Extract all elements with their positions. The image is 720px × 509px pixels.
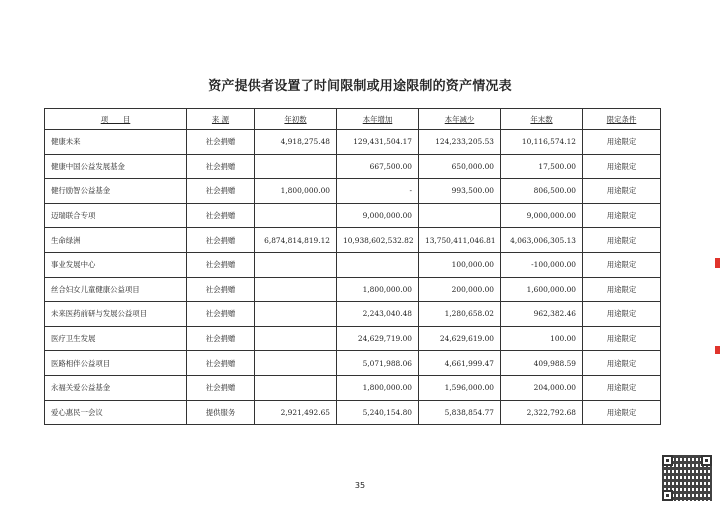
cell-increase: 1,800,000.00 bbox=[337, 375, 419, 400]
cell-decrease: 4,661,999.47 bbox=[419, 351, 501, 376]
cell-condition: 用途限定 bbox=[583, 179, 661, 204]
table-header-row bbox=[45, 109, 661, 130]
cell-condition: 用途限定 bbox=[583, 302, 661, 327]
cell-condition: 用途限定 bbox=[583, 203, 661, 228]
cell-source: 社会捐赠 bbox=[187, 326, 255, 351]
cell-end: -100,000.00 bbox=[501, 252, 583, 277]
header-item: 项 目 bbox=[45, 109, 187, 130]
cell-decrease: 124,233,205.53 bbox=[419, 130, 501, 155]
cell-source: 社会捐赠 bbox=[187, 375, 255, 400]
cell-name: 生命绿洲 bbox=[45, 228, 187, 253]
header-restriction: 限定条件 bbox=[583, 109, 661, 130]
cell-increase: 2,243,040.48 bbox=[337, 302, 419, 327]
cell-source: 社会捐赠 bbox=[187, 179, 255, 204]
cell-end: 17,500.00 bbox=[501, 154, 583, 179]
cell-start: 1,800,000.00 bbox=[255, 179, 337, 204]
cell-increase bbox=[337, 252, 419, 277]
cell-increase: 10,938,602,532.82 bbox=[337, 228, 419, 253]
cell-condition: 用途限定 bbox=[583, 326, 661, 351]
red-margin-mark bbox=[715, 258, 720, 268]
cell-decrease: 100,000.00 bbox=[419, 252, 501, 277]
cell-increase: 1,800,000.00 bbox=[337, 277, 419, 302]
header-end-balance: 年末数 bbox=[501, 109, 583, 130]
cell-end: 204,000.00 bbox=[501, 375, 583, 400]
cell-end: 4,063,006,305.13 bbox=[501, 228, 583, 253]
cell-name: 未来医药前研与发展公益项目 bbox=[45, 302, 187, 327]
cell-end: 100.00 bbox=[501, 326, 583, 351]
cell-increase: 667,500.00 bbox=[337, 154, 419, 179]
cell-name: 爱心惠民一会议 bbox=[45, 400, 187, 425]
cell-start bbox=[255, 154, 337, 179]
cell-name: 事业发展中心 bbox=[45, 252, 187, 277]
header-increase: 本年增加 bbox=[337, 109, 419, 130]
cell-source: 社会捐赠 bbox=[187, 203, 255, 228]
header-start-balance: 年初数 bbox=[255, 109, 337, 130]
cell-condition: 用途限定 bbox=[583, 252, 661, 277]
cell-source: 社会捐赠 bbox=[187, 228, 255, 253]
cell-decrease: 200,000.00 bbox=[419, 277, 501, 302]
header-source: 来 源 bbox=[187, 109, 255, 130]
table-row bbox=[45, 179, 661, 204]
cell-decrease: 5,838,854.77 bbox=[419, 400, 501, 425]
cell-condition: 用途限定 bbox=[583, 351, 661, 376]
cell-source: 社会捐赠 bbox=[187, 351, 255, 376]
cell-source: 社会捐赠 bbox=[187, 252, 255, 277]
cell-condition: 用途限定 bbox=[583, 375, 661, 400]
cell-start: 4,918,275.48 bbox=[255, 130, 337, 155]
cell-source: 提供服务 bbox=[187, 400, 255, 425]
table-row bbox=[45, 203, 661, 228]
qr-corner-marker bbox=[662, 490, 673, 501]
cell-decrease: 1,596,000.00 bbox=[419, 375, 501, 400]
cell-start bbox=[255, 252, 337, 277]
cell-condition: 用途限定 bbox=[583, 228, 661, 253]
qr-corner-marker bbox=[662, 455, 673, 466]
cell-increase: 129,431,504.17 bbox=[337, 130, 419, 155]
cell-name: 迈瑞联合专项 bbox=[45, 203, 187, 228]
cell-increase: 5,071,988.06 bbox=[337, 351, 419, 376]
cell-end: 806,500.00 bbox=[501, 179, 583, 204]
cell-start bbox=[255, 375, 337, 400]
cell-end: 10,116,574.12 bbox=[501, 130, 583, 155]
cell-decrease: 650,000.00 bbox=[419, 154, 501, 179]
cell-name: 丝合妇女儿童健康公益项目 bbox=[45, 277, 187, 302]
cell-end: 962,382.46 bbox=[501, 302, 583, 327]
page-title: 资产提供者设置了时间限制或用途限制的资产情况表 bbox=[208, 79, 512, 94]
table-row bbox=[45, 351, 661, 376]
cell-start bbox=[255, 326, 337, 351]
header-decrease: 本年减少 bbox=[419, 109, 501, 130]
cell-name: 健康未来 bbox=[45, 130, 187, 155]
cell-condition: 用途限定 bbox=[583, 130, 661, 155]
cell-end: 2,322,792.68 bbox=[501, 400, 583, 425]
table-row bbox=[45, 130, 661, 155]
cell-source: 社会捐赠 bbox=[187, 154, 255, 179]
table-row bbox=[45, 302, 661, 327]
table-row bbox=[45, 400, 661, 425]
table-row bbox=[45, 277, 661, 302]
cell-increase: 24,629,719.00 bbox=[337, 326, 419, 351]
cell-increase: 9,000,000.00 bbox=[337, 203, 419, 228]
qr-corner-marker bbox=[701, 455, 712, 466]
cell-start bbox=[255, 277, 337, 302]
cell-start: 6,874,814,819.12 bbox=[255, 228, 337, 253]
cell-end: 9,000,000.00 bbox=[501, 203, 583, 228]
cell-name: 医路相伴公益项目 bbox=[45, 351, 187, 376]
cell-start bbox=[255, 351, 337, 376]
cell-decrease: 1,280,658.02 bbox=[419, 302, 501, 327]
cell-decrease: 24,629,619.00 bbox=[419, 326, 501, 351]
cell-decrease bbox=[419, 203, 501, 228]
qr-code-icon bbox=[662, 455, 712, 501]
cell-condition: 用途限定 bbox=[583, 277, 661, 302]
table-row bbox=[45, 228, 661, 253]
cell-condition: 用途限定 bbox=[583, 154, 661, 179]
restricted-assets-table bbox=[44, 108, 661, 425]
cell-condition: 用途限定 bbox=[583, 400, 661, 425]
cell-source: 社会捐赠 bbox=[187, 277, 255, 302]
cell-start bbox=[255, 302, 337, 327]
table-row bbox=[45, 326, 661, 351]
cell-end: 1,600,000.00 bbox=[501, 277, 583, 302]
cell-name: 健康中国公益发展基金 bbox=[45, 154, 187, 179]
cell-end: 409,988.59 bbox=[501, 351, 583, 376]
cell-source: 社会捐赠 bbox=[187, 130, 255, 155]
cell-decrease: 993,500.00 bbox=[419, 179, 501, 204]
cell-decrease: 13,750,411,046.81 bbox=[419, 228, 501, 253]
cell-start bbox=[255, 203, 337, 228]
cell-name: 健行励智公益基金 bbox=[45, 179, 187, 204]
cell-start: 2,921,492.65 bbox=[255, 400, 337, 425]
table-row bbox=[45, 375, 661, 400]
red-margin-mark bbox=[715, 346, 720, 354]
cell-increase: 5,240,154.80 bbox=[337, 400, 419, 425]
page-number: 35 bbox=[354, 481, 366, 490]
cell-name: 医疗卫生发展 bbox=[45, 326, 187, 351]
cell-increase: - bbox=[337, 179, 419, 204]
cell-source: 社会捐赠 bbox=[187, 302, 255, 327]
cell-name: 永福关爱公益基金 bbox=[45, 375, 187, 400]
table-row bbox=[45, 252, 661, 277]
table-row bbox=[45, 154, 661, 179]
